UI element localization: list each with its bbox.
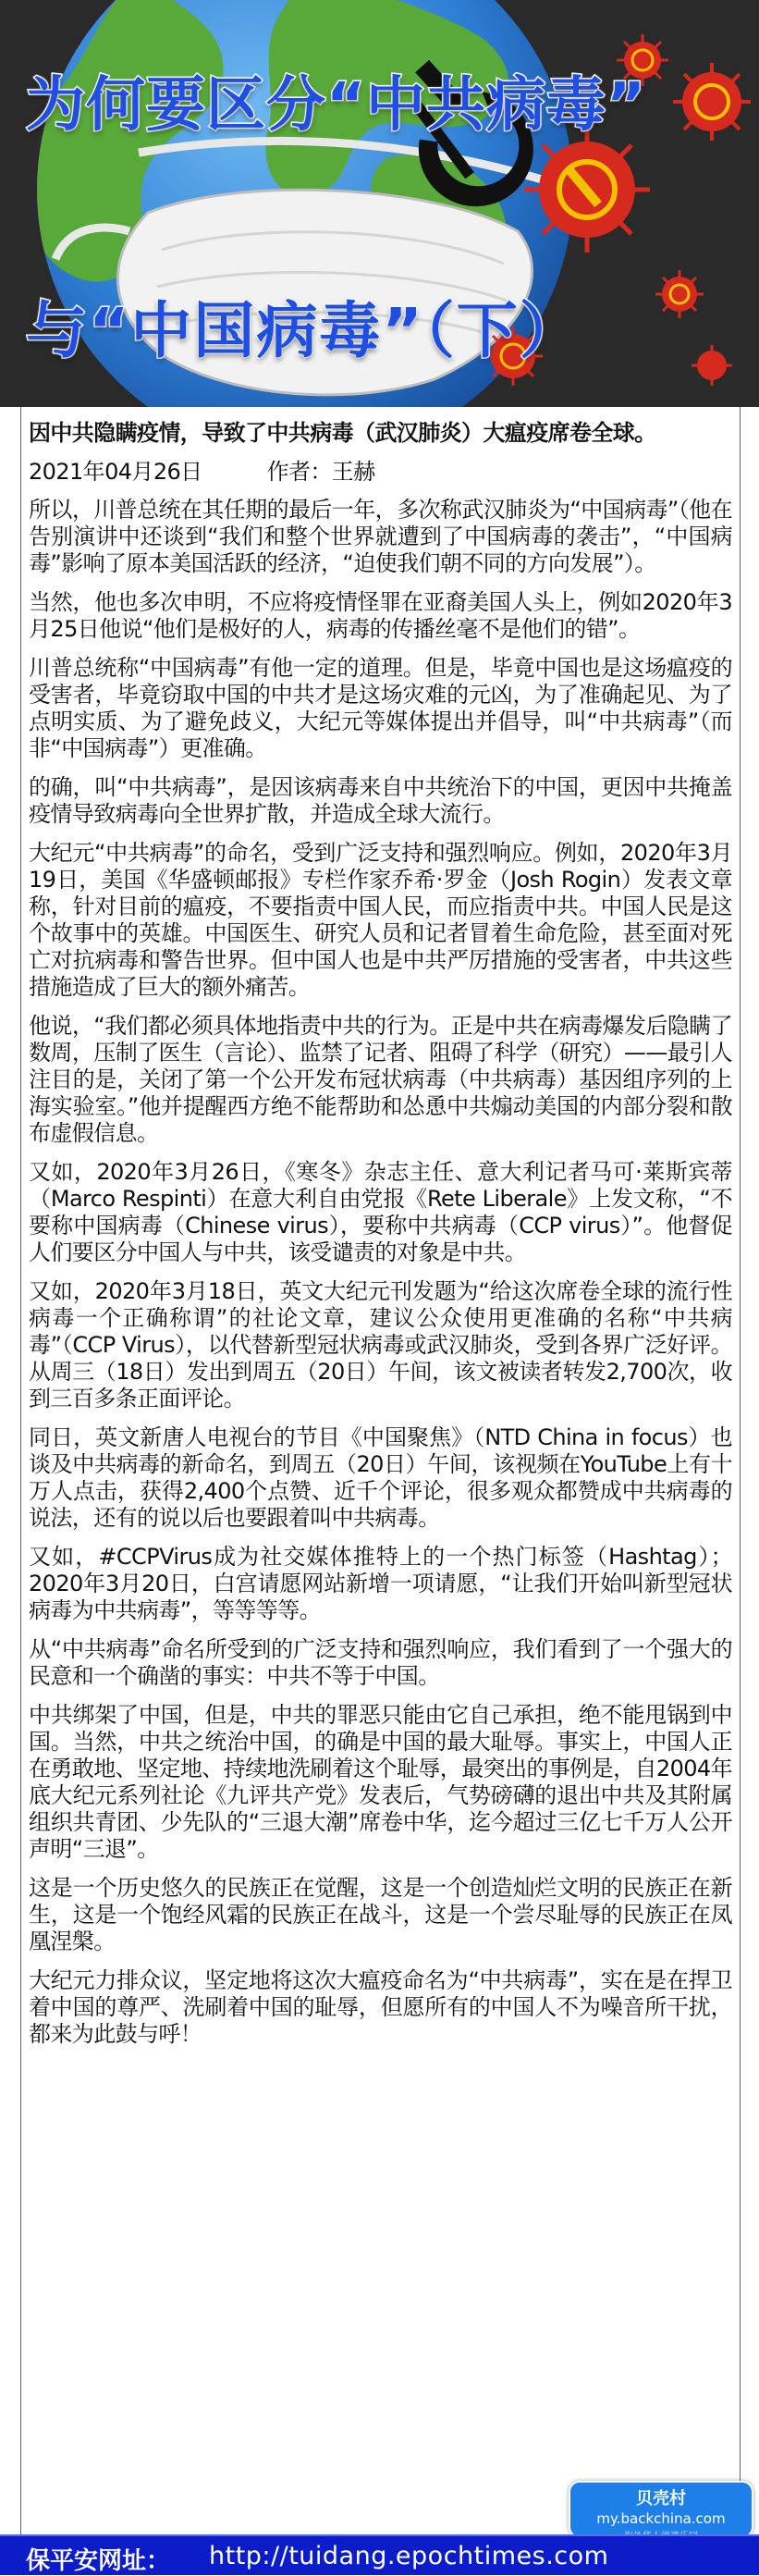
paragraph: 从“中共病毒”命名所受到的广泛支持和强烈响应，我们看到了一个强大的民意和一个确凿的事实：中共不等于中国。 bbox=[29, 1636, 732, 1689]
footer-link[interactable]: http://tuidang.epochtimes.com bbox=[209, 2542, 609, 2570]
article-date: 2021年04月26日 bbox=[29, 459, 202, 485]
article-author: 作者：王赫 bbox=[266, 459, 375, 485]
paragraph: 中共绑架了中国，但是，中共的罪恶只能由它自己承担，绝不能甩锅到中国。当然，中共之统治中国，的确是中国的最大耻辱。事实上，中国人正在勇敢地、坚定地、持续地洗刷着这个耻辱，最突出的事例是，自2004年底大纪元系列社论《九评共产党》发表后，气势磅礴的退出中共及其附属组织共青团、少先队的“三退大潮”席卷中华，迄今超过三亿七千万人公开声明“三退”。 bbox=[29, 1702, 732, 1862]
paragraph: 又如，2020年3月18日，英文大纪元刊发题为“给这次席卷全球的流行性病毒一个正确称谓”的社论文章，建议公众使用更准确的名称“中共病毒”（CCP Virus），以代替新型冠状病毒或武汉肺炎，受到各界广泛好评。从周三（18日）发出到周五（20日）午间，该文被读者转发2,700次，收到三百多条正面评论。 bbox=[29, 1278, 732, 1411]
footer-label: 保平安网址： bbox=[26, 2547, 171, 2575]
paragraph: 的确，叫“中共病毒”，是因该病毒来自中共统治下的中国，更因中共掩盖疫情导致病毒向全世界扩散，并造成全球大流行。 bbox=[29, 774, 732, 827]
byline bbox=[29, 459, 732, 486]
site-watermark bbox=[569, 2481, 753, 2538]
watermark-url: my.backchina.com bbox=[596, 2510, 726, 2527]
paragraph: 川普总统称“中国病毒”有他一定的道理。但是，毕竟中国也是这场瘟疫的受害者，毕竟窃取中国的中共才是这场灾难的元凶，为了准确起见、为了点明实质、为了避免歧义，大纪元等媒体提出并倡导，叫“中共病毒”（而非“中国病毒”）更准确。 bbox=[29, 655, 732, 761]
paragraph: 又如，#CCPVirus成为社交媒体推特上的一个热门标签（Hashtag）；2020年3月20日，白宫请愿网站新增一项请愿，“让我们开始叫新型冠状病毒为中共病毒”，等等等等。 bbox=[29, 1544, 732, 1623]
paragraph: 大纪元力排众议，坚定地将这次大瘟疫命名为“中共病毒”，实在是在捍卫着中国的尊严、洗刷着中国的耻辱，但愿所有的中国人不为噪音所干扰，都来为此鼓与呼！ bbox=[29, 1967, 732, 2047]
title-line-2: 与“中国病毒”（下） bbox=[26, 295, 582, 366]
paragraph: 大纪元“中共病毒”的命名，受到广泛支持和强烈响应。例如，2020年3月19日，美国《华盛顿邮报》专栏作家乔希·罗金（Josh Rogin）发表文章称，针对目前的瘟疫，不要指责中国人民，而应指责中共。中国人民是这个故事中的英雄。中国医生、研究人员和记者冒着生命危险，甚至面对死亡对抗病毒和警告世界。但中国人也是中共严厉措施的受害者，中共这些措施造成了巨大的额外痛苦。 bbox=[29, 840, 732, 1000]
paragraph: 所以，川普总统在其任期的最后一年，多次称武汉肺炎为“中国病毒”（他在告别演讲中还谈到“我们和整个世界就遭到了中国病毒的袭击”，“中国病毒”影响了原本美国活跃的经济，“迫使我们朝不同的方向发展”）。 bbox=[29, 497, 732, 576]
paragraph: 这是一个历史悠久的民族正在觉醒，这是一个创造灿烂文明的民族正在新生，这是一个饱经风霜的民族正在战斗，这是一个尝尽耻辱的民族正在凤凰涅槃。 bbox=[29, 1875, 732, 1954]
paragraph: 当然，他也多次申明，不应将疫情怪罪在亚裔美国人头上，例如2020年3月25日他说“他们是极好的人，病毒的传播丝毫不是他们的错”。 bbox=[29, 589, 732, 642]
title-line-1: 为何要区分“中共病毒” bbox=[26, 71, 647, 140]
article-lead: 因中共隐瞒疫情，导致了中共病毒（武汉肺炎）大瘟疫席卷全球。 bbox=[29, 420, 656, 446]
paragraph: 又如，2020年3月26日，《寒冬》杂志主任、意大利记者马可·莱斯宾蒂（Marco Respinti）在意大利自由党报《Rete Liberale》上发文称，“不要称中国病毒（Chinese virus），要称中共病毒（CCP virus）”。他督促人们要区分中国人与中共，该受谴责的对象是中共。 bbox=[29, 1159, 732, 1265]
paragraph: 同日，英文新唐人电视台的节目《中国聚焦》（NTD China in focus）也谈及中共病毒的新命名，到周五（20日）午间，该视频在YouTube上有十万人点击，获得2,400个点赞、近千个评论，很多观众都赞成中共病毒的说法，还有的说以后也要跟着叫中共病毒。 bbox=[29, 1424, 732, 1531]
article-body bbox=[20, 407, 741, 2534]
watermark-name: 贝壳村 bbox=[636, 2489, 686, 2508]
footer-bar bbox=[0, 2534, 759, 2575]
paragraph: 他说，“我们都必须具体地指责中共的行为。正是中共在病毒爆发后隐瞒了数周，压制了医生（言论）、监禁了记者、阻碍了科学（研究）——最引人注目的是，关闭了第一个公开发布冠状病毒（中共病毒）基因组序列的上海实验室。”他并提醒西方绝不能帮助和怂恿中共煽动美国的内部分裂和散布虚假信息。 bbox=[29, 1013, 732, 1146]
header-banner bbox=[0, 0, 759, 407]
